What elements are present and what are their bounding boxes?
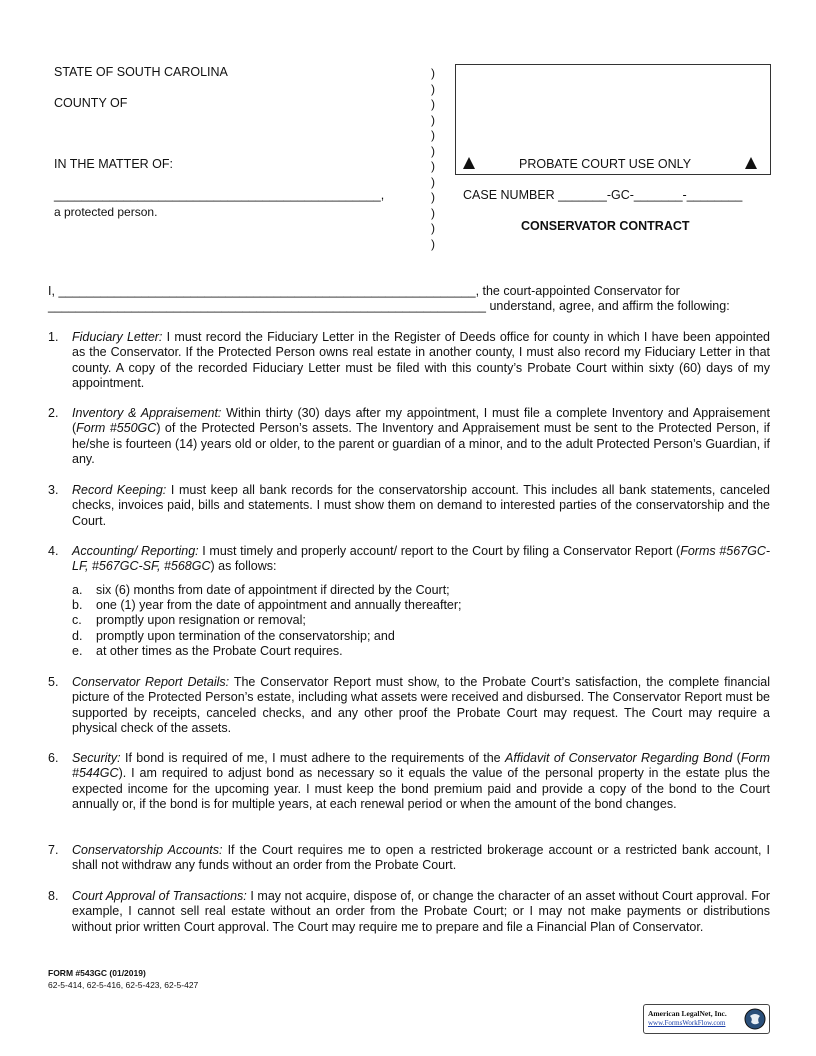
intro-line-1: I, ____________________________________________________________, the court-appointed Conservator for	[48, 284, 680, 298]
statute-references: 62-5-414, 62-5-416, 62-5-423, 62-5-427	[48, 980, 199, 990]
state-heading: STATE OF SOUTH CAROLINA	[54, 65, 228, 79]
legalnet-logo	[643, 1004, 770, 1034]
sub-list-item: b. one (1) year from the date of appointment and annually thereafter;	[72, 598, 462, 612]
protected-person-blank[interactable]: _______________________________________________________________	[48, 299, 486, 313]
sub-list-item: a. six (6) months from date of appointment if directed by the Court;	[72, 583, 450, 597]
court-use-label: PROBATE COURT USE ONLY	[519, 157, 692, 171]
list-item: 4. Accounting/ Reporting: I must timely and properly account/ report to the Court by filing a Conservator Report (Forms #567GC-LF, #567GC-SF, #568GC) as follows:	[48, 544, 771, 574]
list-item: 5. Conservator Report Details: The Conservator Report must show, to the Probate Court’s satisfaction, the complete financial picture of the Protected Person’s estate, including what assets were received and disbursed. The Conservator Report must be supported by receipts, canceled checks, and any other proof the Probate Court may request. The Court may require a physical check of the assets.	[48, 675, 771, 735]
form-id: FORM #543GC (01/2019)	[48, 968, 146, 978]
list-item: 6. Security: If bond is required of me, I must adhere to the requirements of the Affidavit of Conservator Regarding Bond (Form #544GC). I am required to adjust bond as necessary so it equals the value of the personal property in the estate plus the expected income for the upcoming year. I must keep the bond premium paid and provide a copy of the bond to the Court annually or, if the bond is for multiple years, at each renewal period or when the amount of the bond changes.	[48, 751, 770, 811]
logo-company-name: American LegalNet, Inc.	[648, 1009, 727, 1018]
matter-heading: IN THE MATTER OF:	[54, 157, 173, 171]
up-arrow-icon-left	[463, 157, 475, 169]
caption-parens: ) ) ) ) ) ) ) ) ) ) ) )	[431, 66, 435, 251]
up-arrow-icon-right	[745, 157, 757, 169]
logo-url: www.FormsWorkFlow.com	[648, 1019, 726, 1027]
list-item: 8. Court Approval of Transactions: I may not acquire, dispose of, or change the character of an asset without Court approval. For example, I cannot sell real estate without an order from the Probate Court; or I may not make payments or distributions without prior written Court approval. The Court may require me to prepare and file a Financial Plan of Conservator.	[48, 889, 770, 934]
globe-icon	[744, 1008, 766, 1030]
sub-list-item: c. promptly upon resignation or removal;	[72, 613, 306, 627]
list-item: 7. Conservatorship Accounts: If the Court requires me to open a restricted brokerage account or a restricted bank account, I shall not withdraw any funds without an order from the Probate Court.	[48, 843, 770, 873]
intro-line-2: _______________________________________________________________ understand, agree, and affirm the following:	[48, 299, 730, 313]
conservator-name-blank[interactable]: ____________________________________________________________	[58, 284, 476, 298]
list-item: 2. Inventory & Appraisement: Within thirty (30) days after my appointment, I must file a complete Inventory and Appraisement (Form #550GC) of the Protected Person’s assets. The Inventory and Appraisement must be sent to the Protected Person, if he/she is fourteen (14) years old or older, to the parent or guardian of a minor, and to the adult Protected Person’s Guardian, if any.	[48, 406, 770, 466]
list-item: 1. Fiduciary Letter: I must record the Fiduciary Letter in the Register of Deeds office for county in which I have been appointed as the Conservator. If the Protected Person owns real estate in another county, I must also record my Fiduciary Letter in that county. A copy of the recorded Fiduciary Letter must be filed with this county’s Probate Court within sixty (60) days of my appointment.	[48, 330, 771, 390]
form-title: CONSERVATOR CONTRACT	[521, 219, 690, 233]
sub-list-item: d. promptly upon termination of the conservatorship; and	[72, 629, 395, 643]
case-number-field[interactable]: CASE NUMBER _______-GC-_______-________	[463, 188, 743, 202]
list-item: 3. Record Keeping: I must keep all bank records for the conservatorship account. This includes all bank statements, canceled checks, invoices paid, bills and statements. I must show them on demand to interested parties of the conservatorship and the Court.	[48, 483, 770, 528]
sub-list-item: e. at other times as the Probate Court requires.	[72, 644, 343, 658]
county-heading: COUNTY OF	[54, 96, 128, 110]
protected-person-label: a protected person.	[54, 205, 158, 219]
protected-name-blank[interactable]: _______________________________________________,	[54, 188, 385, 202]
